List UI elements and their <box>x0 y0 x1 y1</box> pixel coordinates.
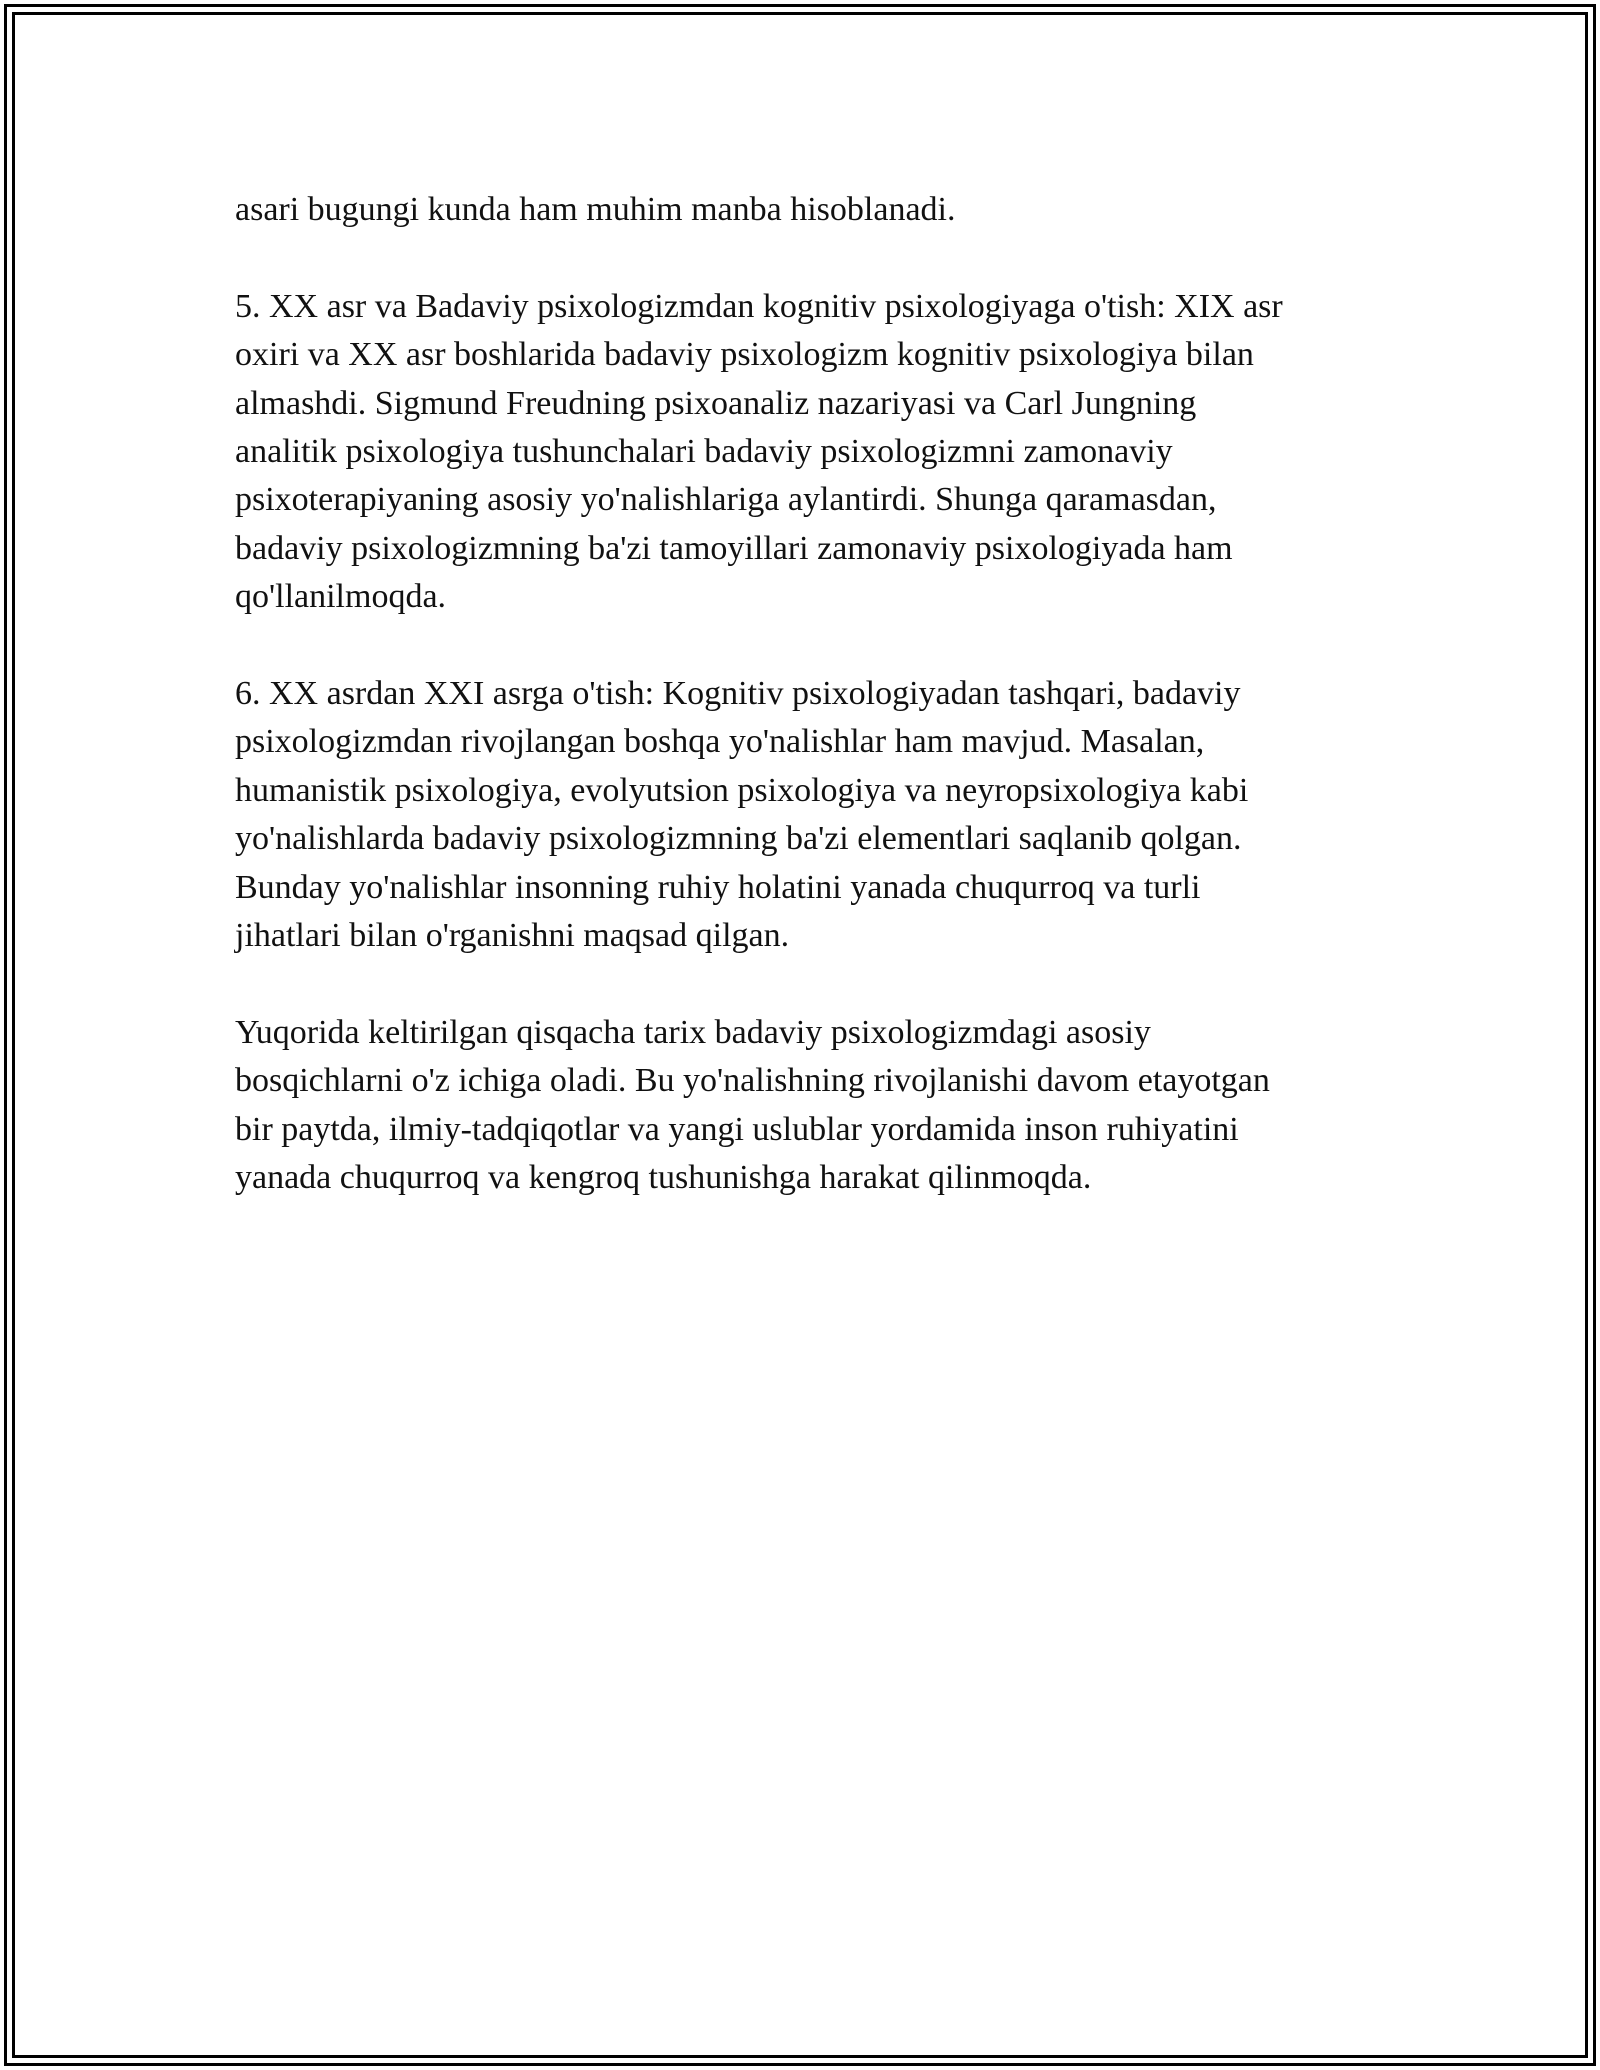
text-line: psixologizmdan rivojlangan boshqa yo'nalishlar ham mavjud. Masalan, <box>235 723 1205 761</box>
paragraph-item-6 <box>235 670 1415 960</box>
text-line: almashdi. Sigmund Freudning psixoanaliz nazariyasi va Carl Jungning <box>235 384 1197 422</box>
text-line: yanada chuqurroq va kengroq tushunishga harakat qilinmoqda. <box>235 1159 1092 1197</box>
text-line: psixoterapiyaning asosiy yo'nalishlariga aylantirdi. Shunga qaramasdan, <box>235 481 1217 519</box>
text-line: bir paytda, ilmiy-tadqiqotlar va yangi uslublar yordamida inson ruhiyatini <box>235 1110 1239 1148</box>
text-line: oxiri va XX asr boshlarida badaviy psixologizm kognitiv psixologiya bilan <box>235 336 1254 374</box>
text-line: yo'nalishlarda badaviy psixologizmning ba'zi elementlari saqlanib qolgan. <box>235 820 1242 858</box>
text-line: Bunday yo'nalishlar insonning ruhiy holatini yanada chuqurroq va turli <box>235 868 1201 906</box>
text-line: analitik psixologiya tushunchalari badaviy psixologizmni zamonaviy <box>235 433 1173 471</box>
paragraph-spacer <box>235 960 1415 1008</box>
paragraph-item-5 <box>235 283 1415 622</box>
text-line: bosqichlarni o'z ichiga oladi. Bu yo'nalishning rivojlanishi davom etayotgan <box>235 1062 1270 1100</box>
paragraph-spacer <box>235 622 1415 670</box>
paragraph-continuation <box>235 186 1415 234</box>
text-line: badaviy psixologizmning ba'zi tamoyillari zamonaviy psixologiyada ham <box>235 529 1233 567</box>
paragraph-spacer <box>235 234 1415 282</box>
document-body <box>235 186 1415 1202</box>
text-line: qo'llanilmoqda. <box>235 578 447 616</box>
text-line: asari bugungi kunda ham muhim manba hisoblanadi. <box>235 191 956 228</box>
text-line: jihatlari bilan o'rganishni maqsad qilgan. <box>235 917 790 955</box>
text-line: 6. XX asrdan XXI asrga o'tish: Kognitiv psixologiyadan tashqari, badaviy <box>235 675 1241 713</box>
text-line: 5. XX asr va Badaviy psixologizmdan kognitiv psixologiyaga o'tish: XIX asr <box>235 287 1283 325</box>
paragraph-conclusion <box>235 1009 1415 1203</box>
text-line: humanistik psixologiya, evolyutsion psixologiya va neyropsixologiya kabi <box>235 771 1249 809</box>
text-line: Yuqorida keltirilgan qisqacha tarix badaviy psixologizmdagi asosiy <box>235 1013 1151 1051</box>
